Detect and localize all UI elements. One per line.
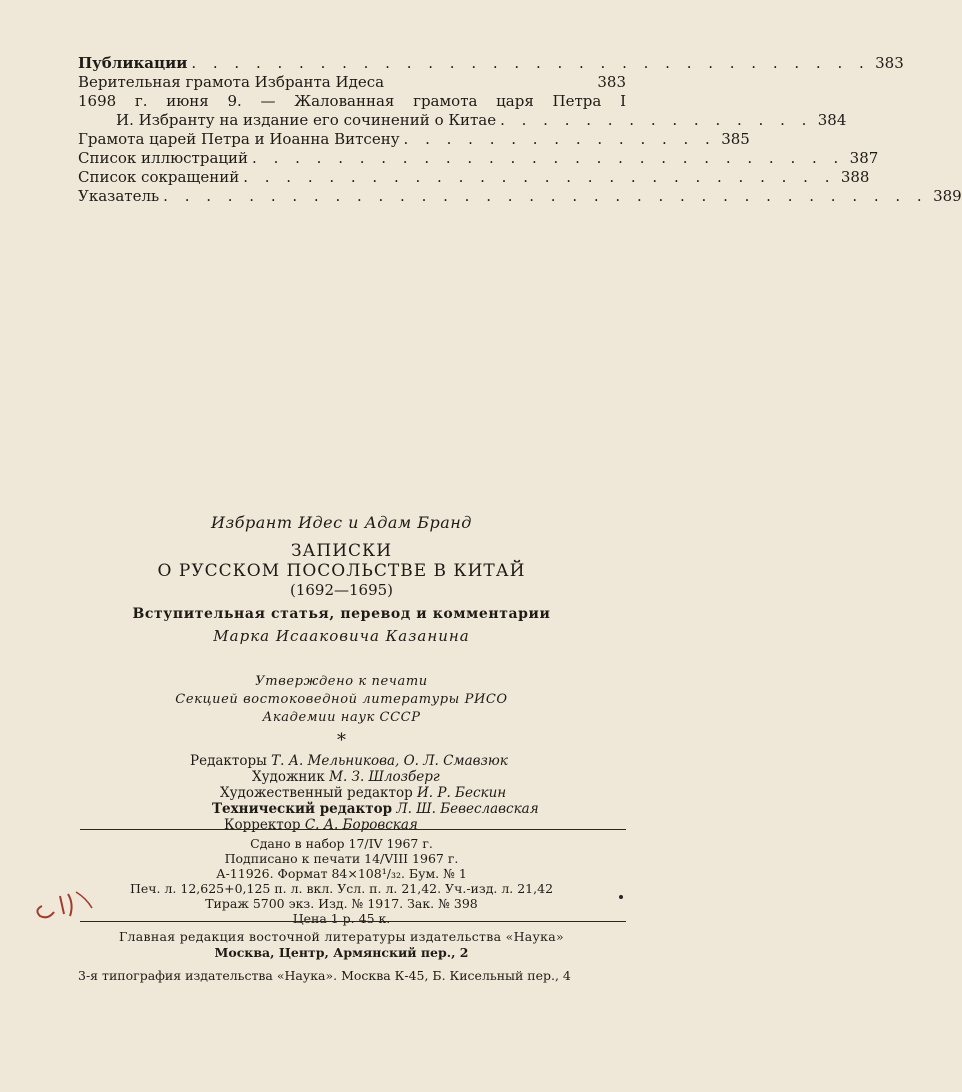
art-editor-label: Художественный редактор	[220, 785, 413, 801]
toc-leader: . . . . . . . . . . . . . . .	[403, 130, 716, 148]
toc-title: Верительная грамота Избранта Идеса	[78, 73, 385, 91]
artist-label: Художник	[252, 769, 325, 785]
approval-line-1: Утверждено к печати	[255, 674, 428, 689]
printing-line-4: Печ. л. 12,625+0,125 п. л. вкл. Усл. п. л. 21,42. Уч.-изд. л. 21,42	[129, 881, 554, 896]
staff-credits	[190, 753, 539, 833]
tech-editor-line	[190, 801, 539, 817]
corrector-line	[190, 817, 539, 833]
printing-line-5: Тираж 5700 экз. Изд. № 1917. Зак. № 398	[205, 896, 478, 911]
toc-page: 385	[721, 130, 750, 148]
toc-page: 389	[933, 187, 962, 205]
editors-line	[190, 753, 539, 769]
printing-line-1: Сдано в набор 17/IV 1967 г.	[250, 836, 433, 851]
toc-entry	[78, 73, 626, 92]
table-of-contents	[78, 54, 962, 206]
artist-name: М. З. Шлозберг	[329, 769, 440, 785]
toc-title: И. Избранту на издание его сочинений о Китае	[116, 111, 497, 129]
toc-entry-line: 1698 г. июня 9. — Жалованная грамота царя Петра I	[78, 92, 626, 110]
toc-title: Список иллюстраций	[78, 149, 249, 167]
ink-stamp-mark	[30, 884, 100, 924]
printer-line: 3-я типография издательства «Наука». Москва К-45, Б. Кисельный пер., 4	[78, 968, 571, 983]
toc-title: Список сокращений	[78, 168, 240, 186]
printing-details	[0, 836, 683, 926]
toc-entry	[78, 130, 750, 149]
toc-page: 384	[817, 111, 847, 129]
art-editor-name: И. Р. Бескин	[417, 785, 507, 801]
approval-line-3: Академии наук СССР	[262, 710, 421, 725]
toc-title: Публикации	[78, 54, 188, 72]
asterisk-separator: *	[337, 730, 346, 751]
toc-leader: . . . . . . . . . . . . . . . . . . . . . . . . . . . .	[243, 168, 836, 186]
artist-line	[190, 769, 539, 785]
book-title-line-2: О РУССКОМ ПОСОЛЬСТВЕ В КИТАЙ	[157, 561, 526, 581]
book-authors: Избрант Идес и Адам Бранд	[211, 513, 472, 532]
approval-note	[0, 673, 683, 727]
toc-entry	[78, 111, 847, 130]
toc-entry	[78, 149, 879, 168]
tech-editor-name: Л. Ш. Бевеславская	[396, 801, 539, 817]
art-editor-line	[190, 785, 539, 801]
toc-leader: . . . . . . . . . . . . . . . . . . . . . . . . . . . . . . . . . . . .	[163, 187, 928, 205]
printing-line-6: Цена 1 р. 45 к.	[292, 911, 391, 926]
toc-page: 383	[597, 73, 626, 91]
toc-title: Грамота царей Петра и Иоанна Витсену	[78, 130, 400, 148]
book-years: (1692—1695)	[289, 581, 394, 599]
tech-editor-label: Технический редактор	[212, 801, 393, 817]
toc-page: 388	[840, 168, 870, 186]
editors-names: Т. А. Мельникова, О. Л. Смавзюк	[271, 753, 508, 769]
print-dot	[619, 895, 623, 899]
toc-page: 387	[849, 149, 879, 167]
corrector-label: Корректор	[224, 817, 301, 833]
book-intro-author: Марка Исааковича Казанина	[213, 627, 470, 645]
printing-line-3: А-11926. Формат 84×108¹/₃₂. Бум. № 1	[216, 866, 467, 881]
divider-top	[80, 829, 626, 830]
toc-page: 383	[875, 54, 904, 72]
toc-leader: . . . . . . . . . . . . . . . . . . . . . . . . . . . .	[252, 149, 845, 167]
printing-line-2: Подписано к печати 14/VIII 1967 г.	[224, 851, 459, 866]
toc-title: Указатель	[78, 187, 160, 205]
divider-bottom	[80, 921, 626, 922]
toc-entry	[78, 54, 904, 73]
toc-entry	[78, 168, 870, 187]
book-intro-credit: Вступительная статья, перевод и комментарии	[132, 606, 551, 622]
corrector-name: С. А. Боровская	[304, 817, 418, 833]
editors-label: Редакторы	[190, 753, 267, 769]
book-title-line-1: ЗАПИСКИ	[290, 541, 393, 561]
toc-leader: . . . . . . . . . . . . . . .	[500, 111, 813, 129]
toc-entry	[78, 187, 962, 206]
approval-line-2: Секцией востоковедной литературы РИСО	[175, 692, 508, 707]
publisher-address: Москва, Центр, Армянский пер., 2	[214, 945, 469, 960]
publisher-line-1: Главная редакция восточной литературы издательства «Наука»	[118, 929, 564, 944]
toc-leader: . . . . . . . . . . . . . . . . . . . . . . . . . . . . . . . .	[191, 54, 870, 72]
